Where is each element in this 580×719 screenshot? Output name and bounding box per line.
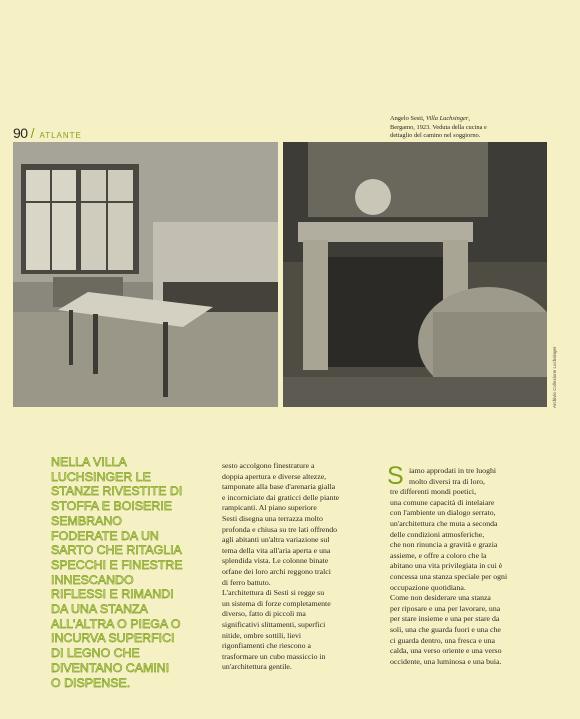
body-line: con l'ambiente un dialogo serrato, [390, 508, 496, 518]
body-line: doppia apertura e diverse altezze, [222, 471, 327, 481]
caption-line: dettaglio del camino nel soggiorno. [390, 132, 481, 140]
caption-punct: , [468, 115, 470, 122]
pullquote-line: INNESCANDO [51, 572, 134, 587]
pullquote-line: SARTO CHE RITAGLIA [51, 543, 182, 558]
body-line: agli abitanti un'altra variazione sul [222, 535, 330, 545]
pullquote-line: DIVENTANO CAMINI [51, 660, 170, 675]
body-column-right [387, 462, 546, 667]
body-line: profonda e chiusa su tre lati offrendo [222, 524, 338, 534]
pullquote-line: SEMBRANO [51, 513, 122, 528]
body-line: rigonfiamenti che riescono a [222, 641, 311, 651]
fireplace-photo [283, 142, 547, 407]
body-line: delle condizioni atmosferiche, [390, 529, 485, 539]
pullquote-line: FODERATE DA UN [51, 528, 159, 543]
body-line: tre differenti mondi poetici, [390, 487, 477, 497]
body-line: rampicanti. Al piano superiore [222, 503, 317, 513]
pullquote-line: LUCHSINGER LE [51, 469, 151, 484]
pullquote-line: STANZE RIVESTITE DI [51, 484, 183, 499]
body-line: un'architettura gentile. [222, 662, 292, 672]
body-line: un'architettura che muta a seconda [390, 518, 498, 528]
body-line: per riposare e una per lavorare, una [390, 603, 501, 613]
body-line: diverso, fatto di piccoli ma [222, 609, 306, 619]
body-line: per stare insieme e una per stare da [390, 614, 500, 624]
body-line: splendida vista. Le colonne binate [222, 556, 329, 566]
section-name: ATLANTE [39, 131, 82, 140]
body-line: Come non desiderare una stanza [390, 593, 491, 603]
drop-cap: S [387, 462, 404, 490]
body-line: L'architettura di Sesti si regge su [222, 588, 325, 598]
body-line: iamo approdati in tre luoghi [409, 466, 497, 475]
body-line: un sistema di forze completamente [222, 598, 331, 608]
body-line: e incorniciate dai graticci delle piante [222, 492, 340, 502]
body-line: significativi slittamenti, superfici [222, 619, 326, 629]
pullquote-line: DI LEGNO CHE [51, 646, 140, 661]
body-line: molto diversi tra di loro, [409, 476, 486, 486]
pullquote-line: INCURVA SUPERFICI [51, 631, 175, 646]
caption-title: Villa Luchsinger [426, 115, 469, 122]
body-line: tema della vita all'aria aperta e una [222, 545, 331, 555]
body-line: tamponate alla base d'arenaria gialla [222, 482, 336, 492]
caption-line: Bergamo, 1923. Veduta della cucina e [390, 123, 487, 131]
body-line: che non rinuncia a gravità e grazia [390, 540, 498, 550]
folio-slash: / [30, 125, 35, 141]
body-line: occidente, una luminosa e una buia. [390, 656, 502, 666]
body-line: abitano una vita privilegiata in cui è [390, 561, 503, 571]
body-line: soli, una che guarda fuori e una che [390, 624, 501, 634]
pullquote-line: ALL'ALTRA O PIEGA O [51, 616, 181, 631]
pullquote-line: O DISPENSE. [51, 675, 131, 690]
pullquote-line: SPECCHI E FINESTRE [51, 557, 183, 572]
caption-line [390, 115, 550, 124]
photo-credit: Archivio Collezione Luchsinger [552, 346, 557, 408]
photo-caption [390, 115, 550, 141]
caption-author: Angelo Sesti, [390, 115, 427, 122]
body-column-middle [222, 461, 378, 673]
page-number: 90 [13, 125, 28, 141]
folio [13, 125, 82, 141]
body-line: concessa una stanza speciale per ogni [390, 571, 508, 581]
body-line: calda, una verso oriente e una verso [390, 646, 502, 656]
body-line: assieme, e offre a coloro che la [390, 550, 487, 560]
pullquote-line: DA UNA STANZA [51, 602, 148, 617]
body-line: occupazione quotidiana. [390, 582, 466, 592]
dropcap-block [387, 462, 546, 498]
body-line: ci guarda dentro, una fresca e una [390, 635, 495, 645]
kitchen-photo [13, 142, 278, 407]
body-line: Sesti disegna una terrazza molto [222, 513, 323, 523]
body-line: trasformare un cubo massiccio in [222, 651, 326, 661]
body-line: di ferro battuto. [222, 577, 271, 587]
body-line: nitide, ombre sottili, lievi [222, 630, 302, 640]
pullquote-line: RIFLESSI E RIMANDI [51, 587, 174, 602]
pullquote-line: NELLA VILLA [51, 455, 127, 469]
body-line: sesto accolgono finestrature a [222, 461, 315, 470]
body-line: orfane dei loro archi reggono tralci [222, 566, 331, 576]
body-line: una comune capacità di intelaiare [390, 497, 495, 507]
pull-quote [51, 455, 201, 690]
pullquote-line: STOFFA E BOISERIE [51, 499, 172, 514]
